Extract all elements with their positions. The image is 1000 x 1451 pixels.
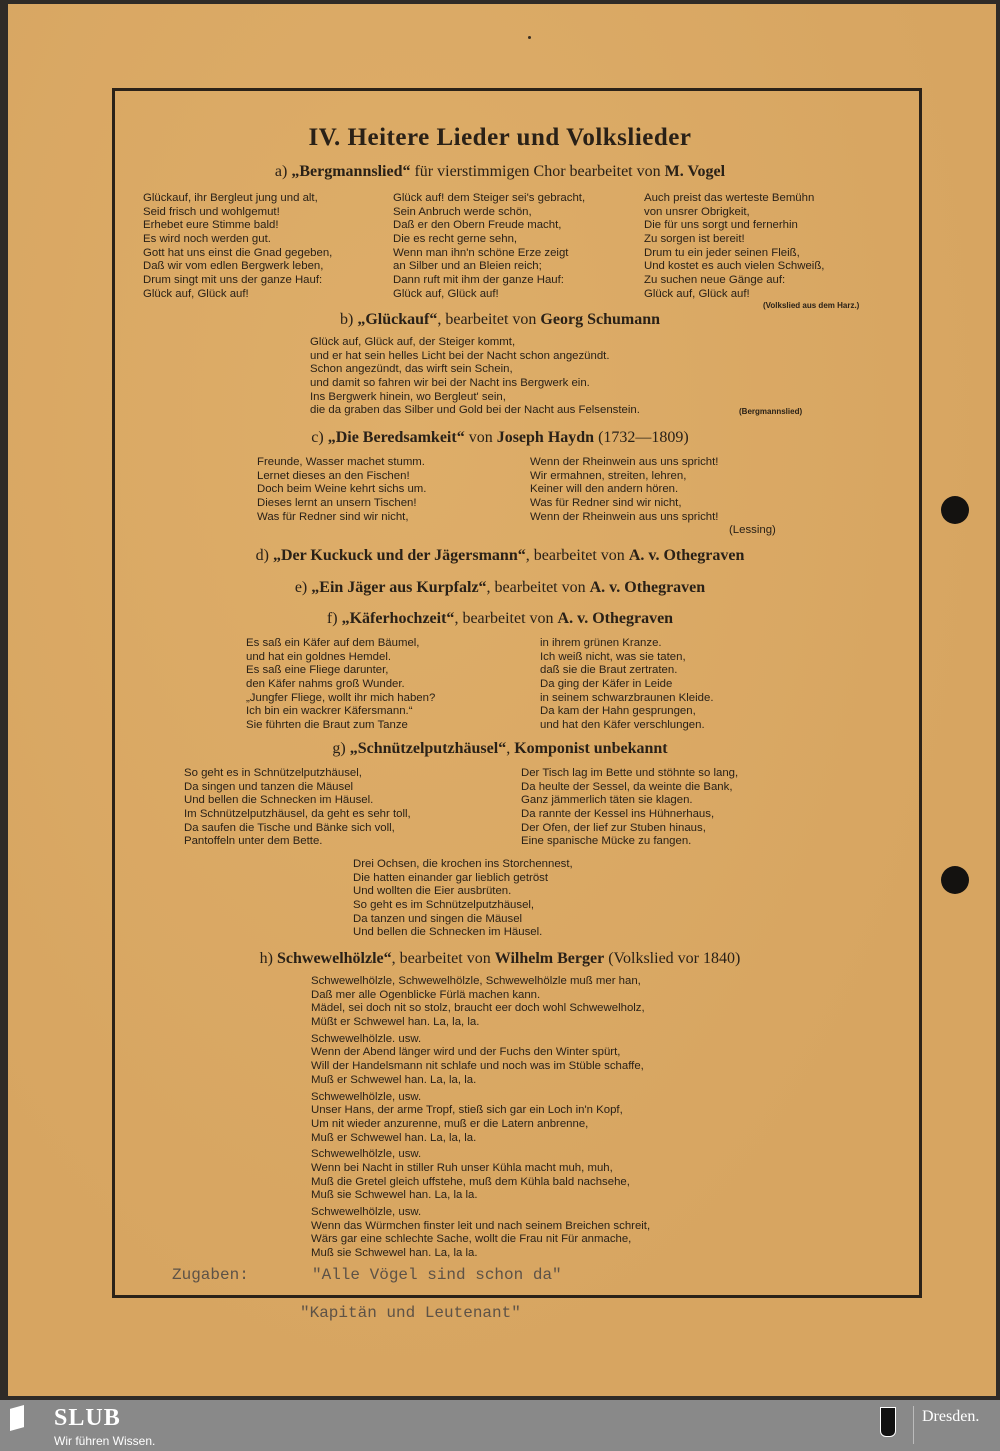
- lyric-line: Es saß ein Käfer auf dem Bäumel,: [246, 637, 420, 649]
- paper-speck: [528, 36, 531, 39]
- lyric-line: Glück auf, Glück auf!: [143, 287, 249, 300]
- lyric-line: Eine spanische Mücke zu fangen.: [521, 835, 692, 848]
- lyric-line: Ganz jämmerlich täten sie klagen.: [521, 794, 693, 807]
- lyric-line: Glück auf, Glück auf, der Steiger kommt,: [310, 336, 516, 348]
- lyric-line: Drum tu ein jeder seinen Fleiß,: [644, 246, 800, 259]
- lyric-line: Schwewelhölzle, usw.: [311, 1148, 422, 1161]
- footer-bar: [0, 1400, 1000, 1451]
- lyric-line: Wenn der Rheinwein aus uns spricht!: [530, 456, 719, 468]
- lyric-line: Daß wir vom edlen Bergwerk leben,: [143, 260, 324, 273]
- lyric-line: Da saufen die Tische und Bänke sich voll,: [184, 821, 395, 834]
- lyric-line: Was für Redner sind wir nicht,: [530, 497, 682, 510]
- lyric-line: Wenn der Rheinwein aus uns spricht!: [530, 510, 719, 523]
- lyric-line: Wenn das Würmchen finster leit und nach seinem Breichen schreit,: [311, 1219, 651, 1232]
- source-note-b: (Bergmannslied): [739, 407, 803, 416]
- lyric-line: Pantoffeln unter dem Bette.: [184, 835, 323, 848]
- encore-1: "Alle Vögel sind schon da": [312, 1266, 562, 1284]
- lyrics-h: [311, 975, 650, 1261]
- lyric-line: Doch beim Weine kehrt sichs um.: [257, 483, 427, 496]
- lyric-line: an Silber und an Bleien reich;: [393, 260, 542, 273]
- lyric-line: Gott hat uns einst die Gnad gegeben,: [143, 246, 333, 259]
- lyric-line: Sie führten die Braut zum Tanze: [246, 719, 408, 732]
- lyric-line: und damit so fahren wir bei der Nacht ins Bergwerk ein.: [310, 377, 590, 390]
- lyric-line: Sein Anbruch werde schön,: [393, 205, 532, 218]
- lyric-line: Unser Hans, der arme Tropf, stieß sich gar ein Loch in'n Kopf,: [311, 1104, 623, 1117]
- lyric-line: Um nit wieder anzurenne, muß er die Latern anbrenne,: [311, 1117, 589, 1130]
- lyric-line: daß sie die Braut zertraten.: [540, 664, 678, 677]
- lyric-line: Es saß eine Fliege darunter,: [246, 664, 389, 677]
- song-heading-e: e) „Ein Jäger aus Kurpfalz“, bearbeitet von A. v. Othegraven: [294, 579, 706, 596]
- lyrics-a-col1: [143, 192, 332, 302]
- lyric-line: und hat ein goldnes Hemdel.: [246, 650, 392, 663]
- lyric-line: Ich bin ein wackrer Käfersmann.“: [246, 705, 413, 718]
- lyric-line: Mädel, sei doch nit so stolz, braucht eer doch wohl Schwewelholz,: [311, 1002, 645, 1015]
- song-heading-a: a) „Bergmannslied“ für vierstimmigen Chor bearbeitet von M. Vogel: [274, 163, 726, 180]
- song-heading-b: b) „Glückauf“, bearbeitet von Georg Schumann: [340, 311, 660, 328]
- lyric-line: Es wird noch werden gut.: [143, 233, 271, 246]
- lyric-line: Auch preist das werteste Bemühn: [644, 192, 815, 204]
- lyric-line: Schwewelhölzle, Schwewelhölzle, Schwewelhölzle muß mer han,: [311, 975, 641, 987]
- lyric-line: Und bellen die Schnecken im Häusel.: [184, 794, 374, 807]
- lyric-line: Da heulte der Sessel, da weinte die Bank,: [521, 780, 733, 793]
- lyric-line: Die es recht gerne sehn,: [393, 233, 518, 246]
- source-note-c: (Lessing): [729, 524, 776, 536]
- lyric-line: Zu suchen neue Gänge auf:: [644, 274, 786, 287]
- lyric-line: Freunde, Wasser machet stumm.: [257, 456, 425, 468]
- lyric-line: Da tanzen und singen die Mäusel: [353, 912, 523, 925]
- city-logo: Dresden.: [922, 1408, 980, 1425]
- lyric-line: in ihrem grünen Kranze.: [540, 637, 662, 649]
- lyric-line: Die für uns sorgt und fernerhin: [644, 219, 798, 232]
- brand-name: SLUB: [54, 1405, 121, 1431]
- lyric-line: So geht es in Schnützelputzhäusel,: [184, 767, 362, 779]
- lyric-line: Müßt er Schwewel han. La, la, la.: [311, 1016, 480, 1029]
- encore-2: "Kapitän und Leutenant": [300, 1304, 521, 1322]
- lyric-line: Wir ermahnen, streiten, lehren,: [530, 469, 687, 482]
- lyric-line: Muß sie Schwewel han. La, la la.: [311, 1189, 478, 1202]
- lyrics-b: [310, 336, 640, 418]
- brand-tagline: Wir führen Wissen.: [54, 1434, 156, 1448]
- lyric-line: Da kam der Hahn gesprungen,: [540, 705, 696, 718]
- lyric-line: So geht es im Schnützelputzhäusel,: [353, 899, 535, 912]
- lyric-line: Erhebet eure Stimme bald!: [143, 219, 279, 232]
- song-heading-h: h) Schwewelhölzle“, bearbeitet von Wilhelm Berger (Volkslied vor 1840): [259, 950, 741, 967]
- book-logo-icon: [10, 1405, 30, 1431]
- lyric-line: Der Tisch lag im Bette und stöhnte so lang,: [521, 767, 739, 779]
- lyric-line: Muß sie Schwewel han. La, la la.: [311, 1247, 478, 1260]
- lyric-line: und hat den Käfer verschlungen.: [540, 719, 705, 732]
- page-title: IV. Heitere Lieder und Volkslieder: [308, 124, 692, 151]
- lyric-line: Drei Ochsen, die krochen ins Storchennest,: [353, 858, 573, 870]
- lyric-line: Und wollten die Eier ausbrüten.: [353, 885, 512, 898]
- lyric-line: Der Ofen, der lief zur Stuben hinaus,: [521, 821, 706, 834]
- lyric-line: und er hat sein helles Licht bei der Nacht schon angezündt.: [310, 349, 610, 362]
- punch-hole: [941, 866, 969, 894]
- lyric-line: Ich weiß nicht, was sie taten,: [540, 650, 686, 663]
- source-note-a: (Volkslied aus dem Harz.): [763, 301, 860, 310]
- song-heading-f: f) „Käferhochzeit“, bearbeitet von A. v. Othegraven: [326, 610, 674, 627]
- lyric-line: in seinem schwarzbraunen Kleide.: [540, 691, 714, 704]
- lyrics-a-col3: [644, 192, 824, 302]
- lyrics-f-col1: [246, 637, 435, 733]
- lyrics-a-col2: [393, 192, 585, 302]
- lyric-line: Da ging der Käfer in Leide: [540, 678, 673, 691]
- lyric-line: Und kostet es auch vielen Schweiß,: [644, 260, 825, 273]
- lyric-line: Glück auf, Glück auf!: [644, 287, 750, 300]
- encores-label: Zugaben:: [172, 1266, 249, 1284]
- lyric-line: Die hatten einander gar lieblich getröst: [353, 871, 549, 884]
- lyric-line: Dieses lernt an unsern Tischen!: [257, 497, 417, 510]
- lyric-line: Drum singt mit uns der ganze Hauf:: [143, 274, 323, 287]
- lyrics-g-center: [353, 858, 573, 940]
- song-heading-g: g) „Schnützelputzhäusel“, Komponist unbekannt: [332, 740, 668, 757]
- lyric-line: von unsrer Obrigkeit,: [644, 205, 750, 218]
- lyric-line: Wenn man ihn'n schöne Erze zeigt: [393, 246, 569, 259]
- lyrics-f-col2: [540, 637, 714, 733]
- lyrics-g-col1: [184, 767, 411, 849]
- song-heading-c: c) „Die Beredsamkeit“ von Joseph Haydn (1732—1809): [311, 429, 689, 446]
- lyric-line: Im Schnützelputzhäusel, da geht es sehr toll,: [184, 808, 411, 821]
- lyric-line: Und bellen die Schnecken im Häusel.: [353, 926, 543, 939]
- lyric-line: Dann ruft mit ihm der ganze Hauf:: [393, 274, 564, 287]
- lyric-line: die da graben das Silber und Gold bei der Nacht aus Felsenstein.: [310, 404, 640, 417]
- song-heading-d: d) „Der Kuckuck und der Jägersmann“, bearbeitet von A. v. Othegraven: [255, 547, 745, 564]
- lyric-line: Ins Bergwerk hinein, wo Bergleut' sein,: [310, 390, 506, 403]
- lyric-line: Lernet dieses an den Fischen!: [257, 469, 410, 482]
- lyrics-c-col1: [257, 456, 426, 524]
- lyric-line: Da rannte der Kessel ins Hühnerhaus,: [521, 808, 715, 821]
- lyric-line: Wenn bei Nacht in stiller Ruh unser Kühla macht muh, muh,: [311, 1161, 613, 1174]
- lyrics-c-col2: [530, 456, 718, 524]
- lyric-line: Seid frisch und wohlgemut!: [143, 205, 280, 218]
- lyric-line: Glück auf! dem Steiger sei's gebracht,: [393, 192, 586, 204]
- lyric-line: Muß er Schwewel han. La, la, la.: [311, 1073, 477, 1086]
- divider: [913, 1406, 914, 1444]
- lyrics-g-col2: [521, 767, 738, 849]
- lyric-line: Keiner will den andern hören.: [530, 483, 679, 496]
- lyric-line: Schon angezündt, das wirft sein Schein,: [310, 363, 513, 376]
- lyric-line: Zu sorgen ist bereit!: [644, 233, 745, 246]
- dresden-crest-icon: [880, 1407, 896, 1437]
- lyric-line: Muß die Gretel gleich uffstehe, muß dem Kühla bald nachsehe,: [311, 1175, 630, 1188]
- lyric-line: Wärs gar eine schlechte Sache, wollt die Frau nit Für anmache,: [311, 1233, 632, 1246]
- lyric-line: den Käfer nahms groß Wunder.: [246, 678, 405, 691]
- lyric-line: Daß mer alle Ogenblicke Fürlä machen kann.: [311, 988, 541, 1001]
- lyric-line: Wenn der Abend länger wird und der Fuchs den Winter spürt,: [311, 1046, 621, 1059]
- lyric-line: Glück auf, Glück auf!: [393, 287, 499, 300]
- punch-hole: [941, 496, 969, 524]
- lyric-line: Was für Redner sind wir nicht,: [257, 510, 409, 523]
- lyric-line: Glückauf, ihr Bergleut jung und alt,: [143, 192, 318, 204]
- lyric-line: „Jungfer Fliege, wollt ihr mich haben?: [246, 691, 436, 704]
- lyric-line: Will der Handelsmann nit schlafe und noch was im Stüble schaffe,: [311, 1060, 644, 1073]
- lyric-line: Schwewelhölzle, usw.: [311, 1206, 422, 1218]
- lyric-line: Muß er Schwewel han. La, la, la.: [311, 1131, 477, 1144]
- lyric-line: Schwewelhölzle. usw.: [311, 1032, 422, 1045]
- lyric-line: Schwewelhölzle, usw.: [311, 1090, 422, 1103]
- lyric-line: Da singen und tanzen die Mäusel: [184, 780, 354, 793]
- lyric-line: Daß er den Obern Freude macht,: [393, 219, 562, 232]
